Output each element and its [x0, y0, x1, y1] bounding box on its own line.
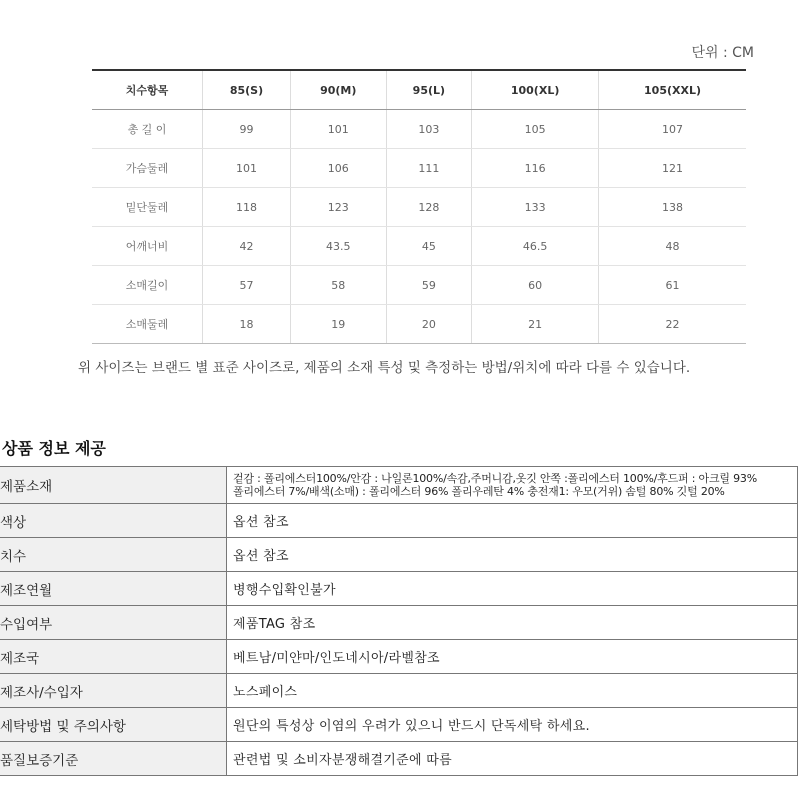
- table-cell: 20: [386, 305, 472, 344]
- header-size-xxl: 105(XXL): [599, 70, 746, 110]
- table-row: [92, 110, 746, 149]
- table-cell: 59: [386, 266, 472, 305]
- table-cell: 60: [472, 266, 599, 305]
- info-value: 병행수입확인불가: [227, 572, 798, 606]
- header-item: 치수항목: [92, 70, 203, 110]
- table-cell: 118: [203, 188, 291, 227]
- size-chart-header-row: [92, 70, 746, 110]
- table-cell: 133: [472, 188, 599, 227]
- table-cell: 43.5: [290, 227, 386, 266]
- material-line-1: 겉감 : 폴리에스터100%/안감 : 나일론100%/속감,주머니감,옷깃 안쪽 :폴리에스터 100%/후드퍼 : 아크릴 93%: [233, 472, 757, 485]
- table-cell: 57: [203, 266, 291, 305]
- material-line-2: 폴리에스터 7%/배색(소매) : 폴리에스터 96% 폴리우레탄 4% 충전재1: 우모(거위) 솜털 80% 깃털 20%: [233, 485, 725, 498]
- info-value: 노스페이스: [227, 674, 798, 708]
- header-size-m: 90(M): [290, 70, 386, 110]
- info-value-material: [227, 467, 798, 504]
- info-row-size: [0, 538, 798, 572]
- product-info-title: 상품 정보 제공: [2, 439, 106, 458]
- product-info-table: [0, 466, 798, 776]
- row-label: 총 길 이: [92, 110, 203, 149]
- header-size-l: 95(L): [386, 70, 472, 110]
- info-label: 제조국: [0, 640, 227, 674]
- table-row: [92, 227, 746, 266]
- table-cell: 103: [386, 110, 472, 149]
- table-cell: 58: [290, 266, 386, 305]
- header-size-s: 85(S): [203, 70, 291, 110]
- table-cell: 101: [290, 110, 386, 149]
- table-row: [92, 266, 746, 305]
- row-label: 소매길이: [92, 266, 203, 305]
- table-cell: 116: [472, 149, 599, 188]
- table-row: [92, 188, 746, 227]
- info-label: 수입여부: [0, 606, 227, 640]
- table-cell: 42: [203, 227, 291, 266]
- info-row-material: [0, 467, 798, 504]
- row-label: 어깨너비: [92, 227, 203, 266]
- info-row-country: [0, 640, 798, 674]
- table-cell: 101: [203, 149, 291, 188]
- info-label: 치수: [0, 538, 227, 572]
- info-value: 제품TAG 참조: [227, 606, 798, 640]
- info-row-manufacture-date: [0, 572, 798, 606]
- info-value: 옵션 참조: [227, 538, 798, 572]
- table-cell: 111: [386, 149, 472, 188]
- info-value: 베트남/미얀마/인도네시아/라벨참조: [227, 640, 798, 674]
- row-label: 밑단둘레: [92, 188, 203, 227]
- size-chart-table: [92, 69, 746, 344]
- info-row-import: [0, 606, 798, 640]
- table-cell: 123: [290, 188, 386, 227]
- info-value: 옵션 참조: [227, 504, 798, 538]
- table-cell: 19: [290, 305, 386, 344]
- table-cell: 105: [472, 110, 599, 149]
- size-note: 위 사이즈는 브랜드 별 표준 사이즈로, 제품의 소재 특성 및 측정하는 방법/위치에 따라 다를 수 있습니다.: [78, 360, 691, 376]
- table-cell: 46.5: [472, 227, 599, 266]
- row-label: 소매둘레: [92, 305, 203, 344]
- info-row-warranty: [0, 742, 798, 776]
- info-value: 원단의 특성상 이염의 우려가 있으니 반드시 단독세탁 하세요.: [227, 708, 798, 742]
- info-label: 제조연월: [0, 572, 227, 606]
- table-cell: 61: [599, 266, 746, 305]
- table-row: [92, 305, 746, 344]
- table-cell: 21: [472, 305, 599, 344]
- header-size-xl: 100(XL): [472, 70, 599, 110]
- table-cell: 128: [386, 188, 472, 227]
- info-value: 관련법 및 소비자분쟁해결기준에 따름: [227, 742, 798, 776]
- info-row-care: [0, 708, 798, 742]
- info-label: 제조사/수입자: [0, 674, 227, 708]
- table-cell: 138: [599, 188, 746, 227]
- unit-label: 단위 : CM: [691, 45, 754, 61]
- info-label: 세탁방법 및 주의사항: [0, 708, 227, 742]
- info-row-manufacturer: [0, 674, 798, 708]
- info-row-color: [0, 504, 798, 538]
- table-cell: 121: [599, 149, 746, 188]
- info-label: 품질보증기준: [0, 742, 227, 776]
- table-cell: 99: [203, 110, 291, 149]
- info-label: 색상: [0, 504, 227, 538]
- table-row: [92, 149, 746, 188]
- table-cell: 45: [386, 227, 472, 266]
- table-cell: 106: [290, 149, 386, 188]
- table-cell: 48: [599, 227, 746, 266]
- row-label: 가슴둘레: [92, 149, 203, 188]
- info-label: 제품소재: [0, 467, 227, 504]
- table-cell: 107: [599, 110, 746, 149]
- table-cell: 18: [203, 305, 291, 344]
- table-cell: 22: [599, 305, 746, 344]
